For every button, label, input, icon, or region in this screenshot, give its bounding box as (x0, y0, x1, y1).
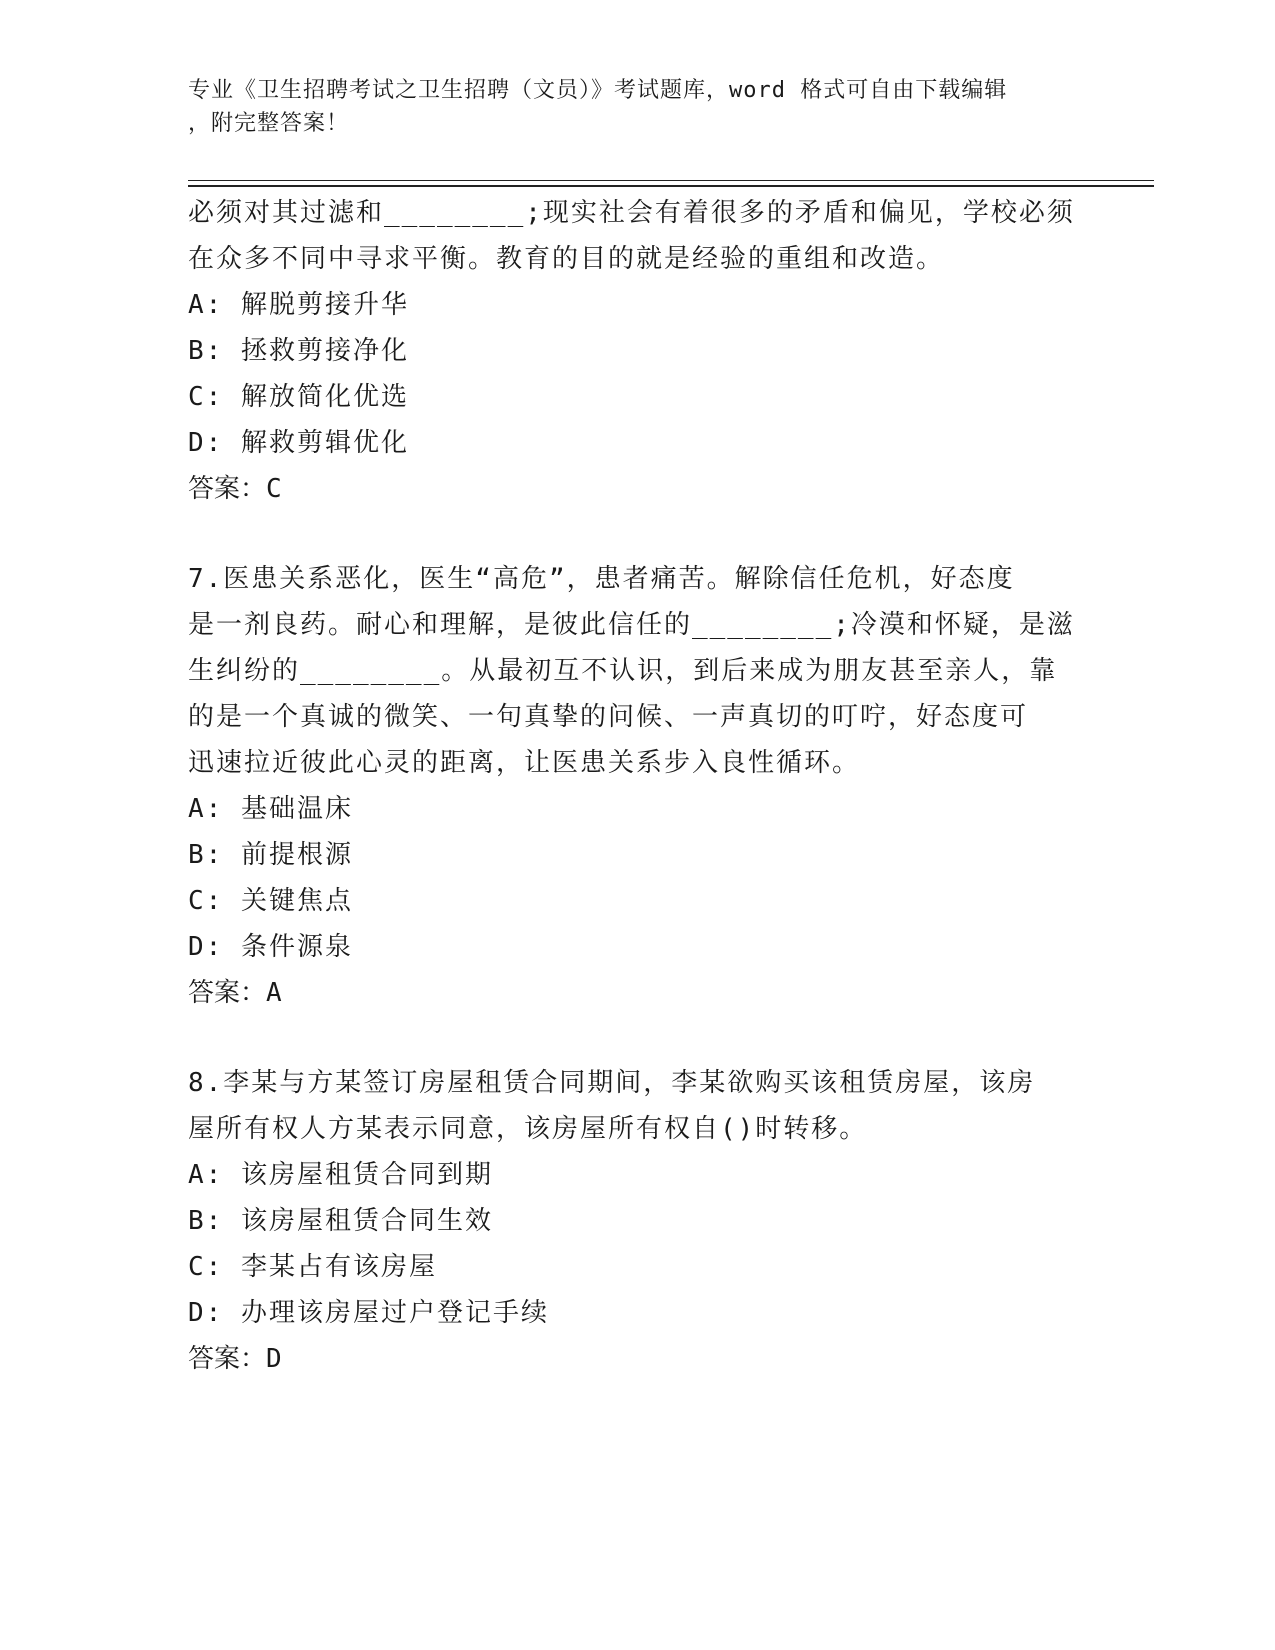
question-stem-line: 的是一个真诚的微笑、一句真挚的问候、一声真切的叮咛，好态度可 (188, 702, 1029, 732)
option-d: D: 办理该房屋过户登记手续 (188, 1298, 549, 1328)
option-a: A: 解脱剪接升华 (188, 290, 409, 320)
question-stem-line: 在众多不同中寻求平衡。教育的目的就是经验的重组和改造。 (188, 244, 945, 274)
answer-value: C (266, 474, 282, 504)
header-divider-thin (188, 180, 1154, 181)
option-d: D: 条件源泉 (188, 932, 353, 962)
question-stem-line: 是一剂良药。耐心和理解，是彼此信任的________;冷漠和怀疑，是滋 (188, 610, 1075, 640)
option-c: C: 解放简化优选 (188, 382, 409, 412)
header-divider-thick (188, 185, 1154, 187)
answer-line (188, 970, 1088, 1016)
answer-value: A (266, 978, 282, 1008)
answer-line (188, 1336, 1088, 1382)
page-header (188, 74, 1068, 140)
option-a: A: 基础温床 (188, 794, 353, 824)
option-c: C: 关键焦点 (188, 886, 353, 916)
option-d: D: 解救剪辑优化 (188, 428, 409, 458)
question-stem-line: 迅速拉近彼此心灵的距离，让医患关系步入良性循环。 (188, 748, 861, 778)
answer-value: D (266, 1344, 282, 1374)
question-stem-line: 必须对其过滤和________;现实社会有着很多的矛盾和偏见，学校必须 (188, 198, 1075, 228)
question-6 (188, 190, 1088, 512)
question-7 (188, 556, 1088, 1016)
question-stem-line: 8.李某与方某签订房屋租赁合同期间，李某欲购买该租赁房屋，该房 (188, 1068, 1036, 1098)
answer-label: 答案： (188, 474, 267, 504)
option-b: B: 该房屋租赁合同生效 (188, 1206, 493, 1236)
header-line-1: 专业《卫生招聘考试之卫生招聘（文员）》考试题库，word 格式可自由下载编辑 (188, 78, 1008, 103)
answer-label: 答案： (188, 978, 267, 1008)
question-list (188, 190, 1088, 1382)
header-line-2: ，附完整答案！ (188, 111, 350, 136)
question-stem-line: 7.医患关系恶化，医生“高危”，患者痛苦。解除信任危机，好态度 (188, 564, 1015, 594)
option-a: A: 该房屋租赁合同到期 (188, 1160, 493, 1190)
option-b: B: 拯救剪接净化 (188, 336, 409, 366)
question-stem-line: 生纠纷的________。从最初互不认识，到后来成为朋友甚至亲人，靠 (188, 656, 1058, 686)
answer-label: 答案： (188, 1344, 267, 1374)
option-b: B: 前提根源 (188, 840, 353, 870)
option-c: C: 李某占有该房屋 (188, 1252, 437, 1282)
answer-line (188, 466, 1088, 512)
question-stem-line: 屋所有权人方某表示同意，该房屋所有权自()时转移。 (188, 1114, 868, 1144)
question-8 (188, 1060, 1088, 1382)
